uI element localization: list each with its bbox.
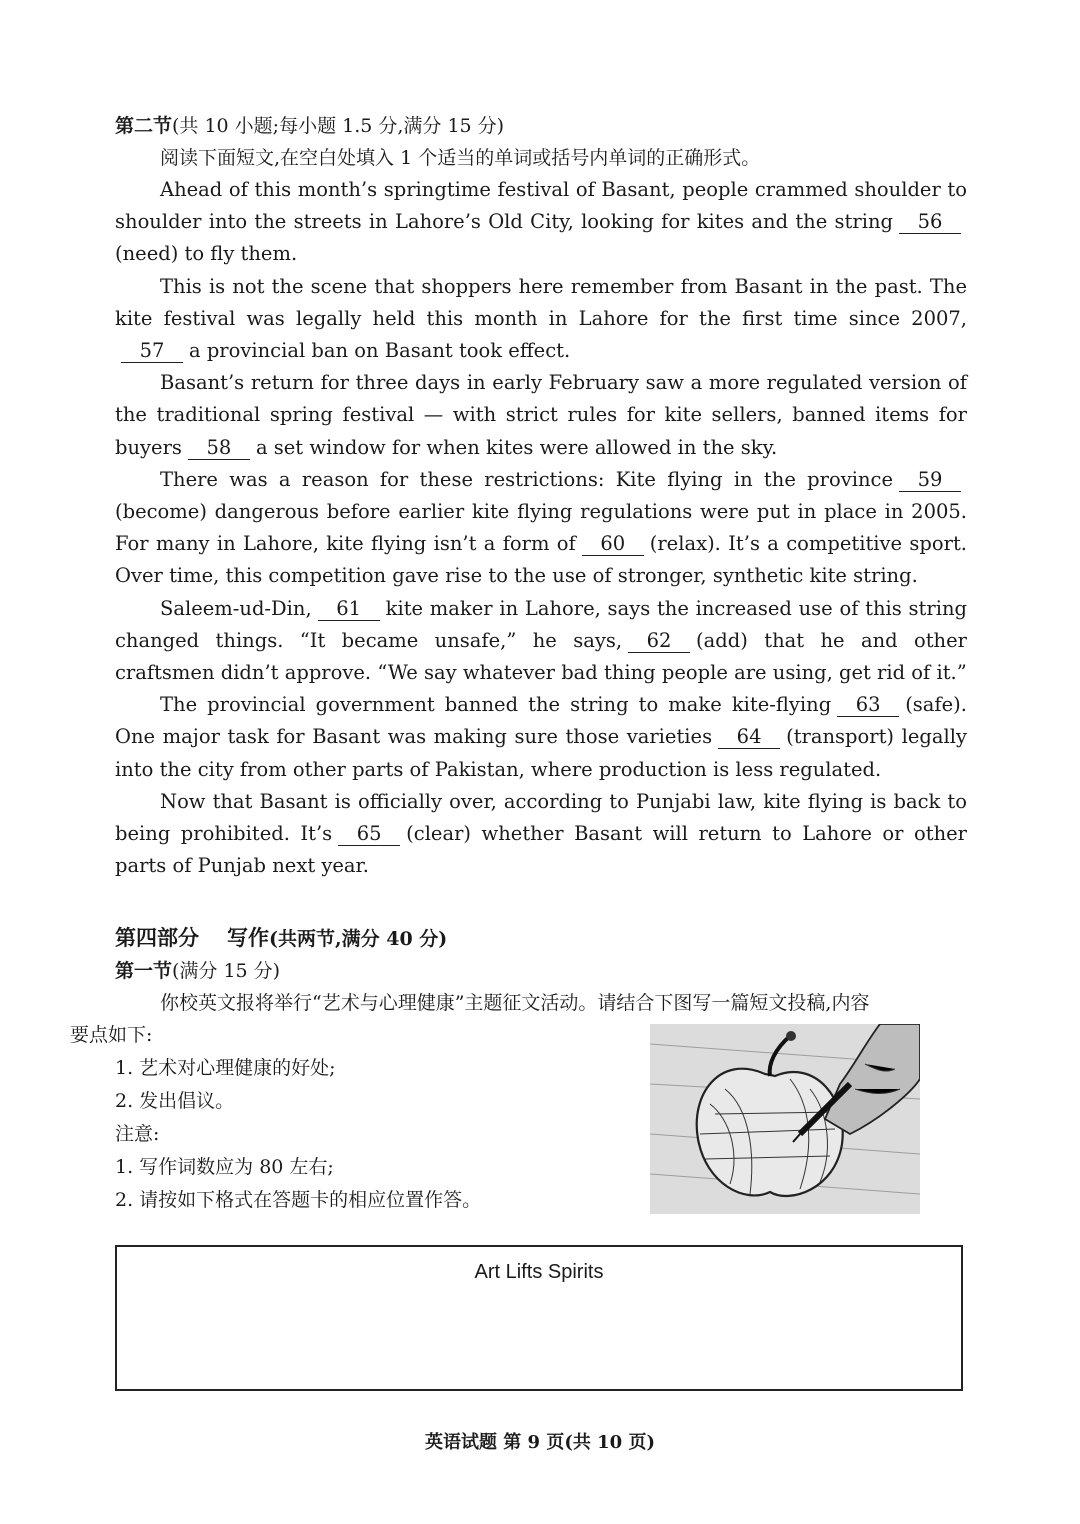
blank-65: 65: [338, 823, 400, 846]
passage-paragraph-1: Ahead of this month’s springtime festival of Basant, people crammed shoulder to shoulder into the streets in Lahore’s Old City, looking for kites and the string 56(need) to fly them.: [115, 178, 967, 266]
blank-62: 62: [628, 630, 690, 653]
writing-requirements: [70, 1019, 967, 1219]
section2-title: 第二节: [115, 115, 173, 137]
part4-title: 第四部分: [115, 925, 199, 951]
page-footer: 英语试题 第 9 页(共 10 页): [425, 1432, 655, 1453]
note-label: 注意:: [115, 1123, 160, 1146]
passage-paragraph-2: This is not the scene that shoppers here remember from Basant in the past. The kite festival was legally held this month in Lahore for the first time since 2007,57 a provincial ban on Basant took effect.: [115, 274, 967, 363]
writing-task: 你校英文报将举行“艺术与心理健康”主题征文活动。请结合下图写一篇短文投稿,内容: [160, 992, 870, 1015]
passage-paragraph-6: The provincial government banned the string to make kite-flying 63 (safe). One major task for Basant was making sure those varieties 64 (transport) legally into the city from other parts of Pakistan, where production is less regulated.: [115, 693, 967, 781]
exam-page: [70, 110, 967, 1219]
section1-heading: 第一节(满分 15 分): [115, 960, 281, 983]
part4-detail: (共两节,满分 40 分): [269, 928, 448, 951]
requirement-list: [70, 1019, 481, 1217]
apple-sketch-image: [650, 1024, 920, 1214]
note-1: 1. 写作词数应为 80 左右;: [115, 1156, 334, 1179]
task-continued: 要点如下:: [70, 1024, 153, 1047]
answer-box: [115, 1245, 963, 1391]
section2-heading: [115, 110, 967, 142]
passage-paragraph-7: Now that Basant is officially over, according to Punjabi law, kite flying is back to being prohibited. It’s 65 (clear) whether Basant will return to Lahore or other parts of Punjab next year.: [115, 789, 967, 878]
blank-61: 61: [318, 598, 380, 621]
apple-sketch-drawing: [650, 1024, 920, 1214]
section2-detail: (共 10 小题;每小题 1.5 分,满分 15 分): [172, 115, 505, 137]
note-2: 2. 请按如下格式在答题卡的相应位置作答。: [115, 1189, 482, 1212]
answer-box-title: Art Lifts Spirits: [474, 1261, 604, 1283]
passage-paragraph-4: There was a reason for these restrictions: Kite flying in the province 59(become) dangerous before earlier kite flying regulations were put in place in 2005. For many in Lahore, kite flying isn’t a form of 60 (relax). It’s a competitive sport. Over time, this competition gave rise to the use of stronger, synthetic kite string.: [115, 467, 967, 588]
blank-64: 64: [718, 726, 780, 749]
section2-instruction: 阅读下面短文,在空白处填入 1 个适当的单词或括号内单词的正确形式。: [160, 147, 761, 169]
blank-63: 63: [837, 694, 899, 717]
point-2: 2. 发出倡议。: [115, 1090, 235, 1113]
blank-59: 59: [899, 469, 961, 492]
blank-58: 58: [188, 437, 250, 460]
blank-57: 57: [121, 340, 183, 363]
blank-56: 56: [899, 211, 961, 234]
point-1: 1. 艺术对心理健康的好处;: [115, 1057, 336, 1080]
apple-outline: [697, 1069, 843, 1196]
part4-writing-label: 写作: [227, 925, 269, 951]
passage-paragraph-3: Basant’s return for three days in early February saw a more regulated version of the traditional spring festival — with strict rules for kite sellers, banned items for buyers 58 a set window for when kites were allowed in the sky.: [115, 371, 967, 459]
part4-heading: [115, 922, 967, 955]
passage-paragraph-5: Saleem-ud-Din, 61 kite maker in Lahore, says the increased use of this string changed things. “It became unsafe,” he says, 62 (add) that he and other craftsmen didn’t approve. “We say whatever bad thing people are using, get rid of it.”: [115, 596, 967, 685]
blank-60: 60: [582, 533, 644, 556]
